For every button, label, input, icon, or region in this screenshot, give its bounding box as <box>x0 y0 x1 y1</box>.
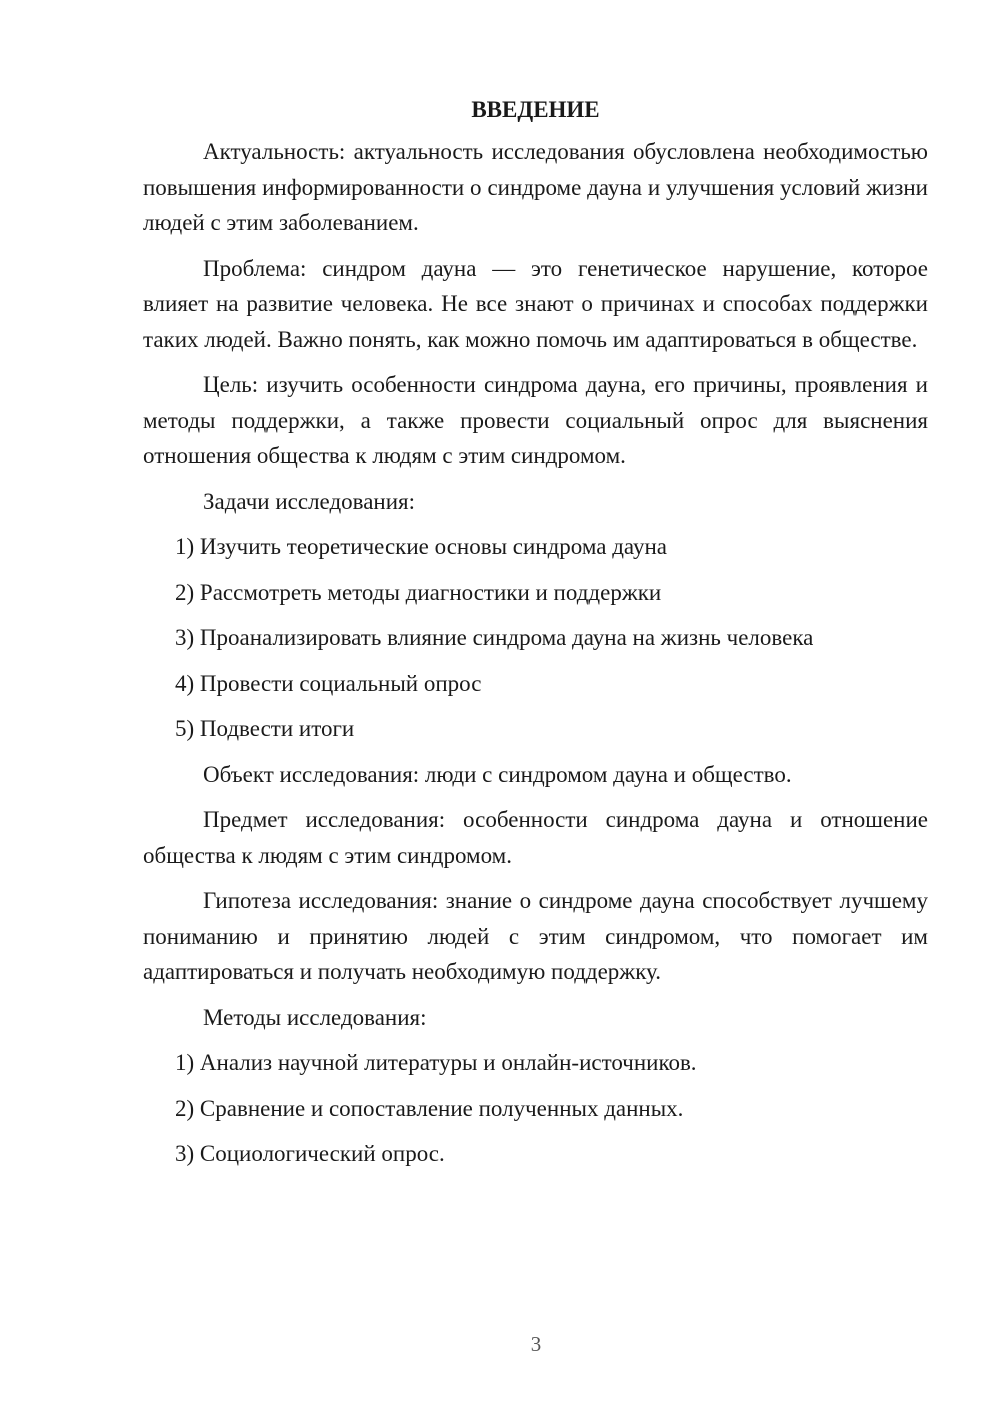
document-page <box>143 90 928 1182</box>
page-number: 3 <box>530 1332 542 1356</box>
goal-paragraph: Цель: изучить особенности синдрома дауна, его причины, проявления и методы поддержки, а также провести социальный опрос для выяснения отношения общества к людям с этим синдромом. <box>143 372 928 468</box>
problem-paragraph: Проблема: синдром дауна — это генетическое нарушение, которое влияет на развитие человека. Не все знают о причинах и способах поддержки таких людей. Важно понять, как можно помочь им адаптироваться в обществе. <box>143 255 928 352</box>
methods-list <box>143 1045 928 1172</box>
section-title: ВВЕДЕНИЕ <box>471 97 600 122</box>
list-item: 5) Подвести итоги <box>175 716 355 741</box>
list-item: 4) Провести социальный опрос <box>175 670 482 696</box>
list-item: 3) Социологический опрос. <box>175 1141 445 1166</box>
relevance-paragraph: Актуальность: актуальность исследования обусловлена необходимостью повышения информированности о синдроме дауна и улучшения условий жизни людей с этим заболеванием. <box>143 139 928 235</box>
object-paragraph: Объект исследования: люди с синдромом дауна и общество. <box>203 761 792 787</box>
list-item: 3) Проанализировать влияние синдрома дауна на жизнь человека <box>175 625 814 650</box>
tasks-list <box>143 529 928 747</box>
list-item: 1) Анализ научной литературы и онлайн-источников. <box>175 1050 697 1075</box>
methods-heading: Методы исследования: <box>203 1004 427 1030</box>
list-item: 2) Рассмотреть методы диагностики и поддержки <box>175 579 662 605</box>
tasks-heading: Задачи исследования: <box>203 488 416 514</box>
list-item: 2) Сравнение и сопоставление полученных данных. <box>175 1095 684 1121</box>
hypothesis-paragraph: Гипотеза исследования: знание о синдроме дауна способствует лучшему пониманию и принятию людей с этим синдромом, что помогает им адаптироваться и получать необходимую поддержку. <box>143 888 928 984</box>
list-item: 1) Изучить теоретические основы синдрома дауна <box>175 534 667 559</box>
subject-paragraph: Предмет исследования: особенности синдрома дауна и отношение общества к людям с этим синдромом. <box>143 807 928 868</box>
